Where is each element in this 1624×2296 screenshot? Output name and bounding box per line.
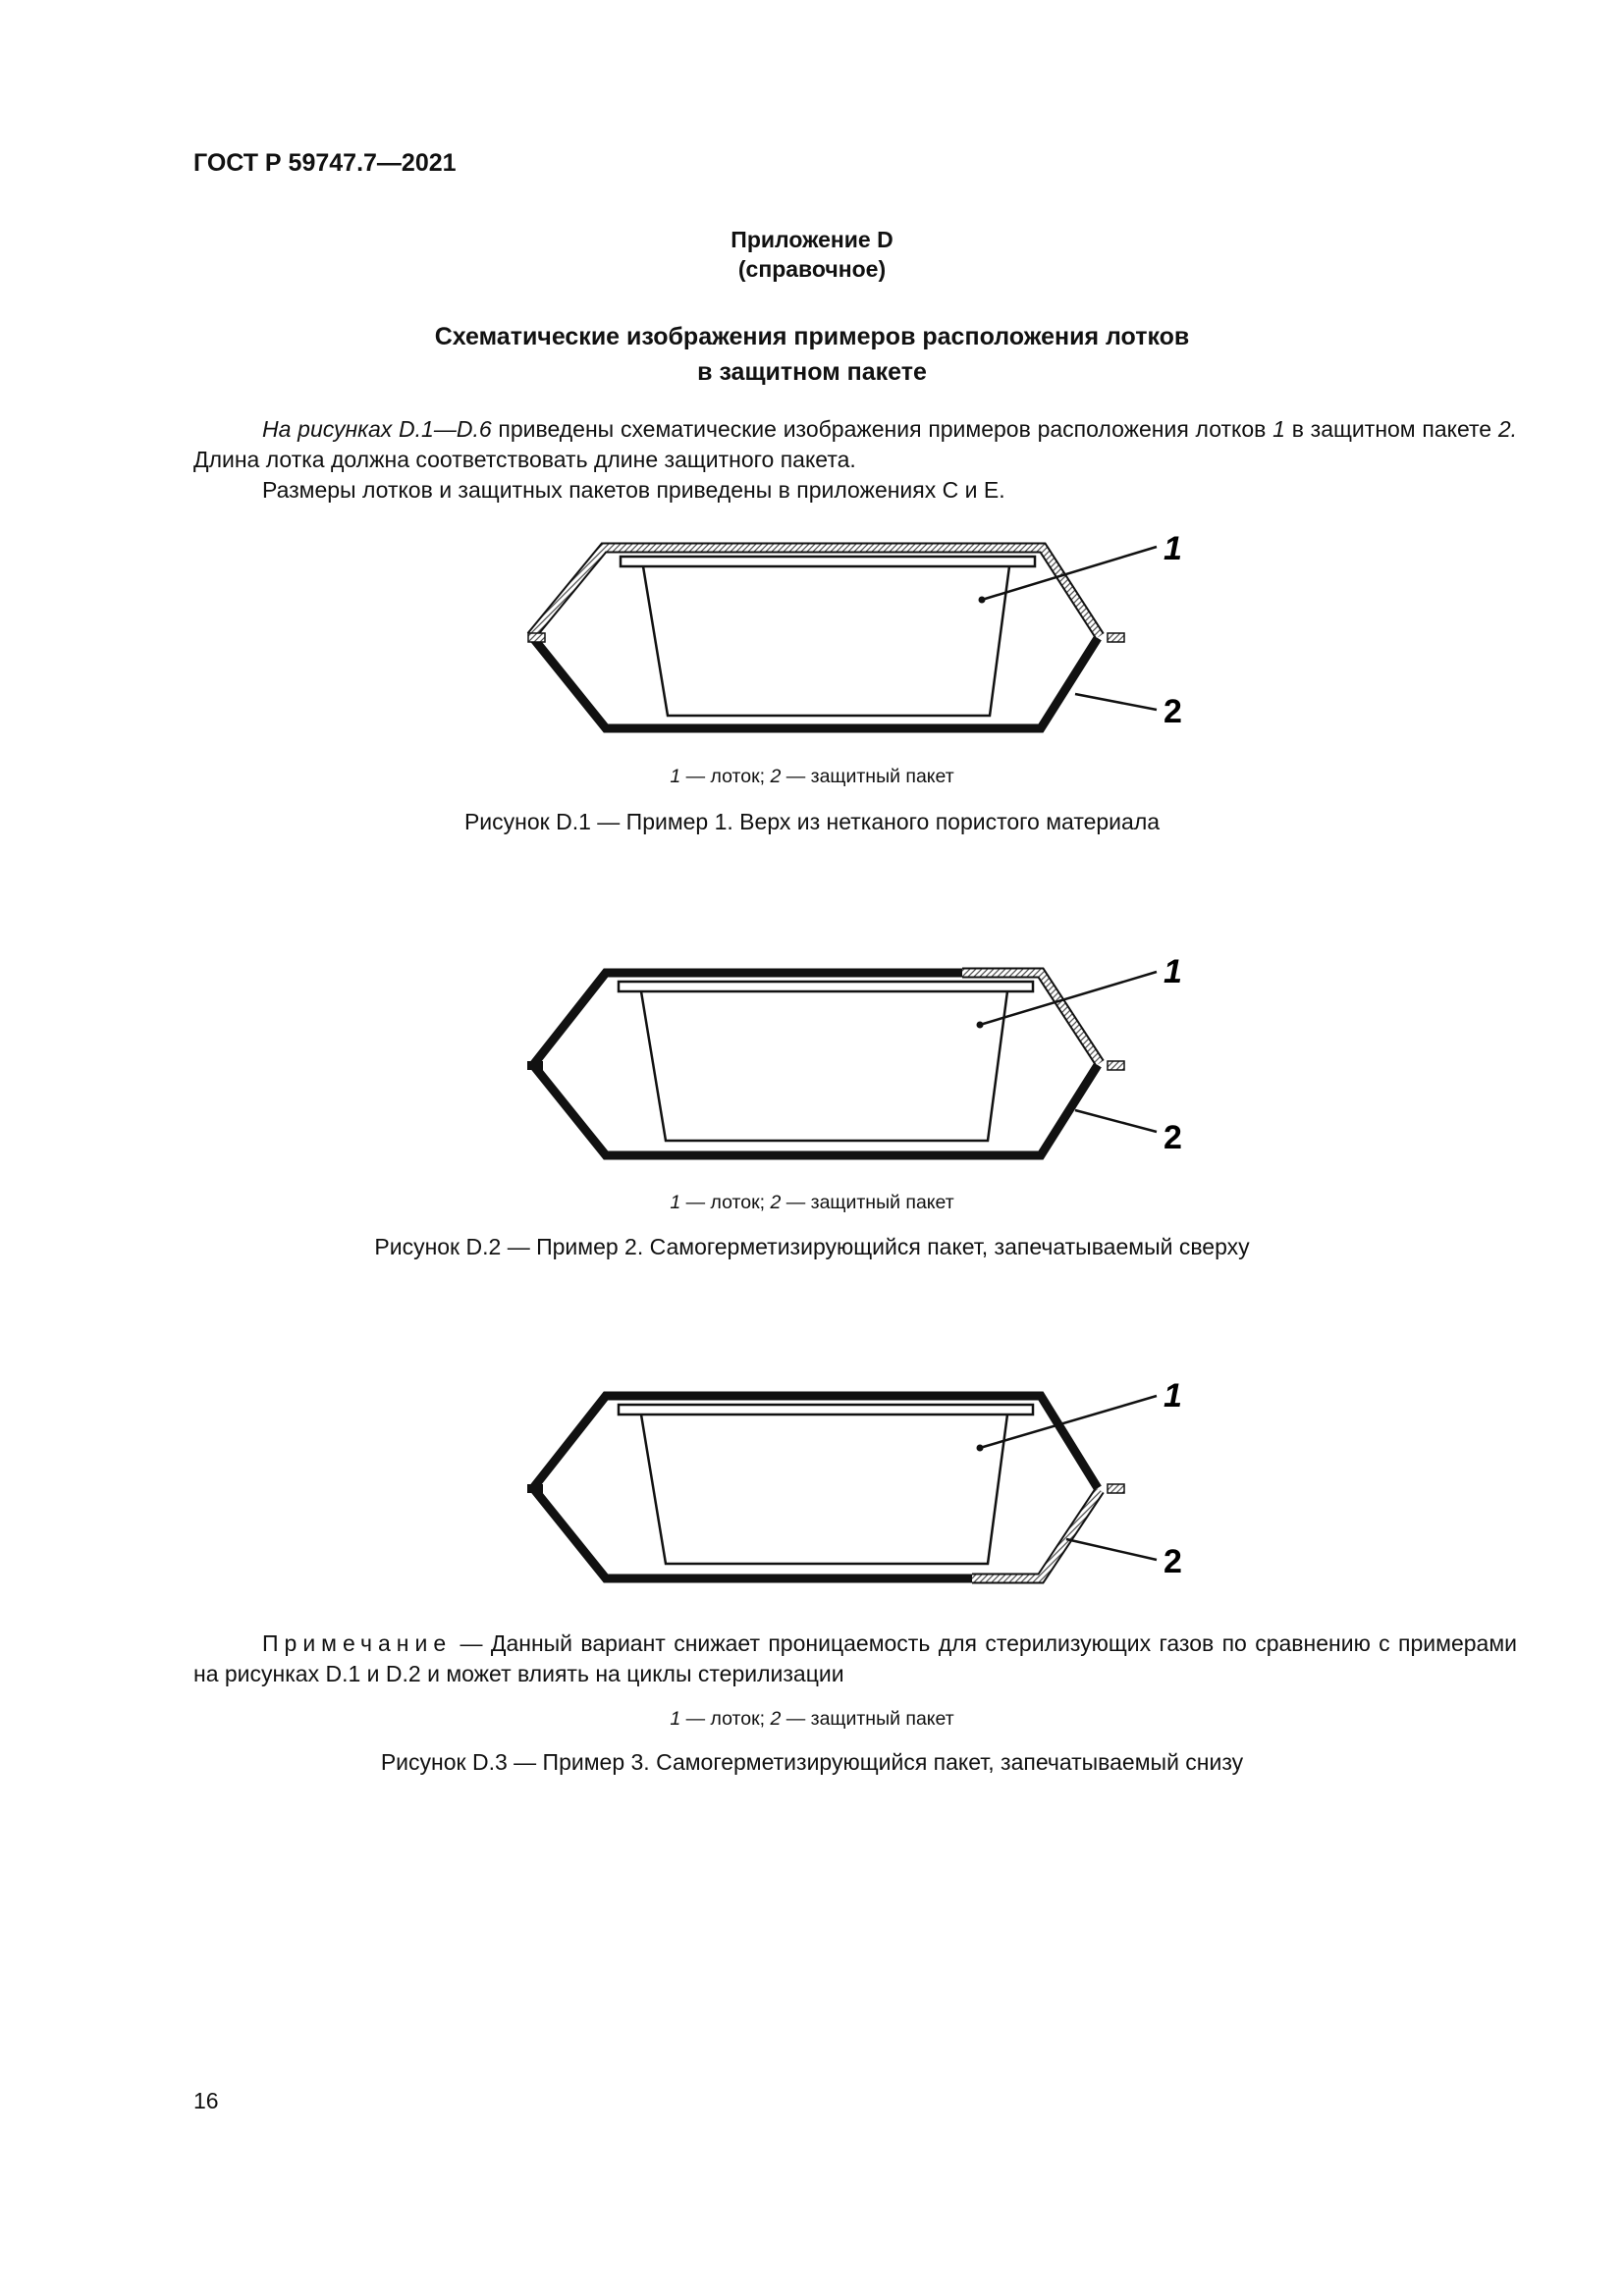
legend-num-1: 1 — [670, 1192, 681, 1213]
legend-text-2: — защитный пакет — [781, 766, 954, 787]
standard-code: ГОСТ Р 59747.7—2021 — [193, 149, 457, 177]
intro-text-4: Размеры лотков и защитных пакетов приведены в приложениях С и Е. — [262, 477, 1005, 503]
legend-num-2: 2 — [770, 766, 782, 787]
figure-d3-legend — [0, 1708, 1624, 1731]
note-text: — Данный вариант снижает проницаемость для стерилизующих газов по сравнению с примерами на рисунках D.1 и D.2 и может влиять на циклы стерилизации — [193, 1630, 1517, 1686]
figure-d2-legend — [0, 1192, 1624, 1214]
figure-d3-bag-outline — [527, 1396, 1098, 1578]
figure-d2-label-2: 2 — [1164, 1119, 1182, 1156]
figure-d3-caption: Рисунок D.3 — Пример 3. Самогерметизирующийся пакет, запечатываемый снизу — [380, 1749, 1244, 1775]
figure-d1-caption: Рисунок D.1 — Пример 1. Верх из нетканого пористого материала — [463, 809, 1161, 834]
figure-d3-label-2: 2 — [1164, 1543, 1182, 1580]
figure-d3-diagram — [0, 1361, 1624, 1606]
intro-paragraph-1 — [193, 414, 1517, 475]
figure-d1-tray — [621, 557, 1035, 716]
section-title-line1: Схематические изображения примеров расположения лотков — [434, 323, 1190, 350]
figure-d2-diagram — [0, 937, 1624, 1183]
legend-text-1: — лоток; — [680, 766, 771, 787]
intro-text-3: Длина лотка должна соответствовать длине защитного пакета. — [193, 447, 856, 472]
section-title-line2: в защитном пакете — [697, 358, 927, 386]
legend-num-1: 1 — [670, 766, 681, 787]
figure-d1-label-1: 1 — [1164, 530, 1182, 567]
intro-text-1: приведены схематические изображения примеров расположения лотков — [491, 416, 1273, 442]
figure-d3-note — [193, 1629, 1517, 1689]
annex-type: (справочное) — [737, 256, 887, 282]
figure-d2-caption: Рисунок D.2 — Пример 2. Самогерметизирующийся пакет, запечатываемый сверху — [374, 1234, 1250, 1259]
legend-text-1: — лоток; — [680, 1192, 771, 1213]
figure-d1-diagram — [0, 510, 1624, 756]
annex-title: Приложение D — [731, 227, 893, 252]
legend-num-2: 2 — [770, 1708, 782, 1730]
section-title — [0, 319, 1624, 390]
intro-em-2: 2. — [1497, 416, 1517, 442]
note-label: Примечание — [262, 1630, 453, 1656]
page-number: 16 — [193, 2088, 219, 2113]
intro-text-2: в защитном пакете — [1284, 416, 1498, 442]
figure-d2-bag-outline — [527, 973, 1098, 1155]
figure-d2-tray — [619, 982, 1033, 1141]
figure-d1-leader-2 — [1075, 694, 1157, 710]
legend-text-1: — лоток; — [680, 1708, 771, 1730]
legend-num-2: 2 — [770, 1192, 782, 1213]
figure-d3-bag-porous-section — [972, 1484, 1124, 1578]
annex-heading — [0, 225, 1624, 284]
intro-em-1: 1 — [1272, 416, 1285, 442]
intro-em-figures: На рисунках D.1—D.6 — [262, 416, 492, 442]
figure-d1-label-2: 2 — [1164, 693, 1182, 730]
figure-d1-legend — [0, 766, 1624, 788]
figure-d3-tray — [619, 1405, 1033, 1564]
figure-d3-label-1: 1 — [1164, 1377, 1182, 1415]
figure-d2-leader-2 — [1075, 1110, 1157, 1132]
figure-d3-leader-2 — [1066, 1539, 1157, 1560]
legend-num-1: 1 — [670, 1708, 681, 1730]
intro-paragraph-2 — [193, 475, 1517, 506]
figure-d2-label-1: 1 — [1164, 953, 1182, 990]
legend-text-2: — защитный пакет — [781, 1192, 954, 1213]
legend-text-2: — защитный пакет — [781, 1708, 954, 1730]
